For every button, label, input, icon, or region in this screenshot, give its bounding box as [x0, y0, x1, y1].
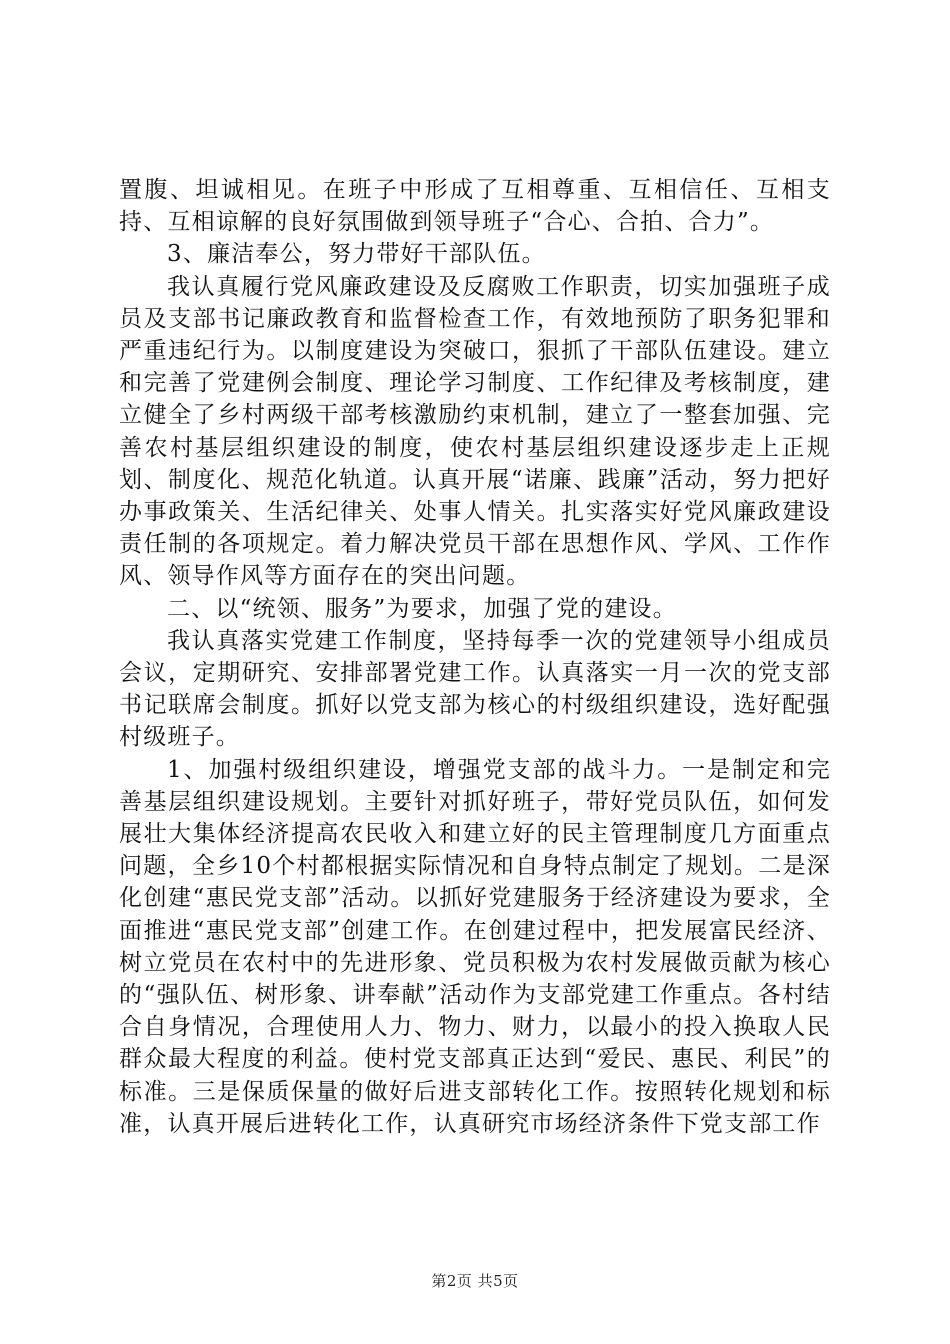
paragraph: 我认真落实党建工作制度，坚持每季一次的党建领导小组成员会议，定期研究、安排部署党建工作。认真落实一月一次的党支部书记联席会制度。抓好以党支部为核心的村级组织建设，选好配强村级班子。 [119, 627, 831, 751]
paragraph: 置腹、坦诚相见。在班子中形成了互相尊重、互相信任、互相支持、互相谅解的良好氛围做到领导班子“合心、合拍、合力”。 [119, 177, 831, 236]
document-body [119, 174, 831, 1140]
paragraph: 我认真履行党风廉政建设及反腐败工作职责，切实加强班子成员及支部书记廉政教育和监督检查工作，有效地预防了职务犯罪和严重违纪行为。以制度建设为突破口，狠抓了干部队伍建设。建立和完善了党建例会制度、理论学习制度、工作纪律及考核制度，建立健全了乡村两级干部考核激励约束机制，建立了一整套加强、完善农村基层组织建设的制度，使农村基层组织建设逐步走上正规划、制度化、规范化轨道。认真开展“诺廉、践廉”活动，努力把好办事政策关、生活纪律关、处事人情关。扎实落实好党风廉政建设责任制的各项规定。着力解决党员干部在思想作风、学风、工作作风、领导作风等方面存在的突出问题。 [119, 273, 831, 590]
page-number: 第2页 共5页 [431, 1272, 519, 1290]
section-heading: 二、以“统领、服务”为要求，加强了党的建设。 [167, 595, 677, 622]
section-heading: 3、廉洁奉公，努力带好干部队伍。 [167, 241, 546, 268]
paragraph: 1、加强村级组织建设，增强党支部的战斗力。一是制定和完善基层组织建设规划。主要针对抓好班子，带好党员队伍，如何发展壮大集体经济提高农民收入和建立好的民主管理制度几方面重点问题，全乡10个村都根据实际情况和自身特点制定了规划。二是深化创建“惠民党支部”活动。以抓好党建服务于经济建设为要求，全面推进“惠民党支部”创建工作。在创建过程中，把发展富民经济、树立党员在农村中的先进形象、党员积极为农村发展做贡献为核心的“强队伍、树形象、讲奉献”活动作为支部党建工作重点。各村结合自身情况，合理使用人力、物力、财力，以最小的投入换取人民群众最大程度的利益。使村党支部真正达到“爱民、惠民、利民”的标准。三是保质保量的做好后进支部转化工作。按照转化规划和标准，认真开展后进转化工作，认真研究市场经济条件下党支部工作 [119, 756, 831, 1137]
